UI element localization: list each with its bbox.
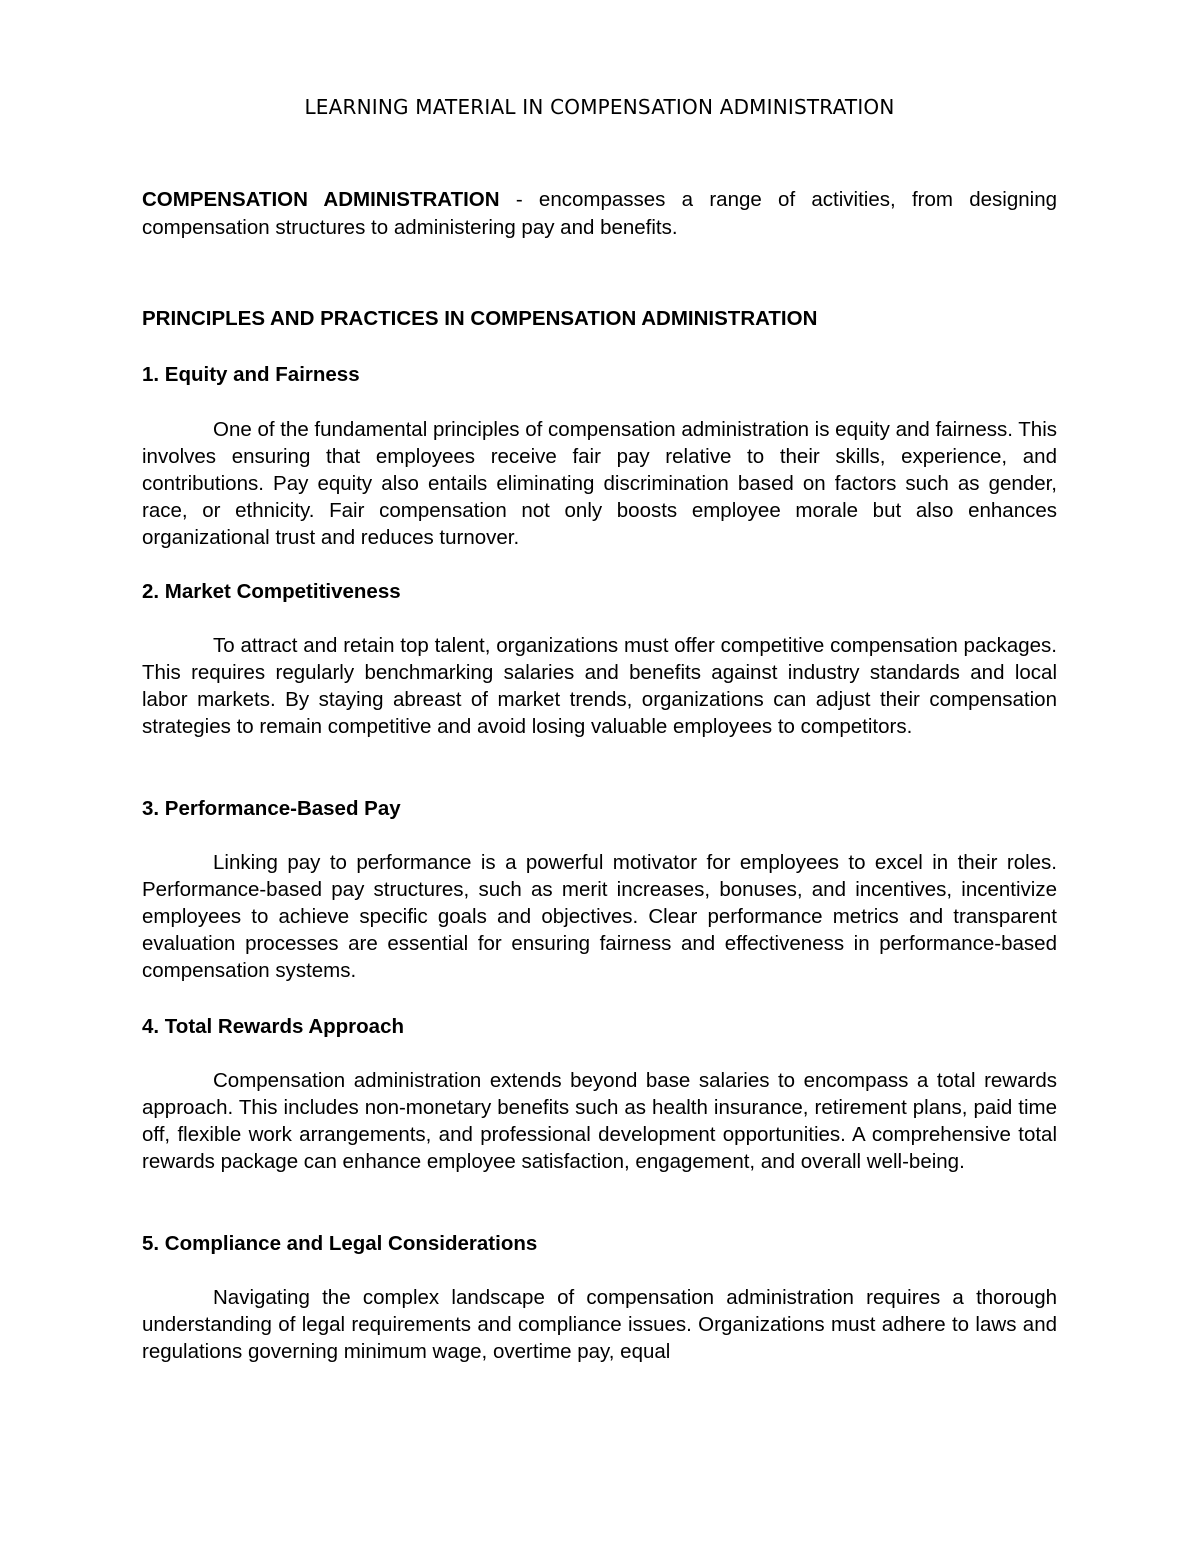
- principle-heading-5: 5. Compliance and Legal Considerations: [142, 1232, 538, 1255]
- principle-heading-2: 2. Market Competitiveness: [142, 580, 401, 603]
- definition-text: encompasses a range of activities, from designing compensation structures to administering pay and benefits.: [142, 188, 1058, 239]
- definition-paragraph: [142, 186, 1057, 241]
- principle-heading-4: 4. Total Rewards Approach: [142, 1015, 404, 1038]
- definition-separator: -: [499, 188, 539, 211]
- principle-heading-3: 3. Performance-Based Pay: [142, 797, 401, 820]
- definition-term: COMPENSATION ADMINISTRATION: [142, 188, 500, 211]
- principle-body-2: To attract and retain top talent, organizations must offer competitive compensation packages. This requires regularly benchmarking salaries and benefits against industry standards and local labor markets. By staying abreast of market trends, organizations can adjust their compensation strategies to remain competitive and avoid losing valuable employees to competitors.: [142, 634, 1057, 738]
- document-title: LEARNING MATERIAL IN COMPENSATION ADMINISTRATION: [304, 95, 895, 119]
- principle-body-3: Linking pay to performance is a powerful motivator for employees to excel in their roles. Performance-based pay structures, such as merit increases, bonuses, and incentives, incentivize employees to achieve specific goals and objectives. Clear performance metrics and transparent evaluation processes are essential for ensuring fairness and effectiveness in performance-based compensation systems.: [142, 851, 1057, 982]
- principle-heading-1: 1. Equity and Fairness: [142, 363, 360, 386]
- principle-body-5: Navigating the complex landscape of compensation administration requires a thorough understanding of legal requirements and compliance issues. Organizations must adhere to laws and regulations governing minimum wage, overtime pay, equal: [142, 1286, 1057, 1363]
- section-heading: PRINCIPLES AND PRACTICES IN COMPENSATION ADMINISTRATION: [142, 307, 818, 330]
- principle-body-1: One of the fundamental principles of compensation administration is equity and fairness. This involves ensuring that employees receive fair pay relative to their skills, experience, and contributions. Pay equity also entails eliminating discrimination based on factors such as gender, race, or ethnicity. Fair compensation not only boosts employee morale but also enhances organizational trust and reduces turnover.: [142, 418, 1058, 549]
- principle-body-4: Compensation administration extends beyond base salaries to encompass a total rewards approach. This includes non-monetary benefits such as health insurance, retirement plans, paid time off, flexible work arrangements, and professional development opportunities. A comprehensive total rewards package can enhance employee satisfaction, engagement, and overall well-being.: [142, 1069, 1057, 1173]
